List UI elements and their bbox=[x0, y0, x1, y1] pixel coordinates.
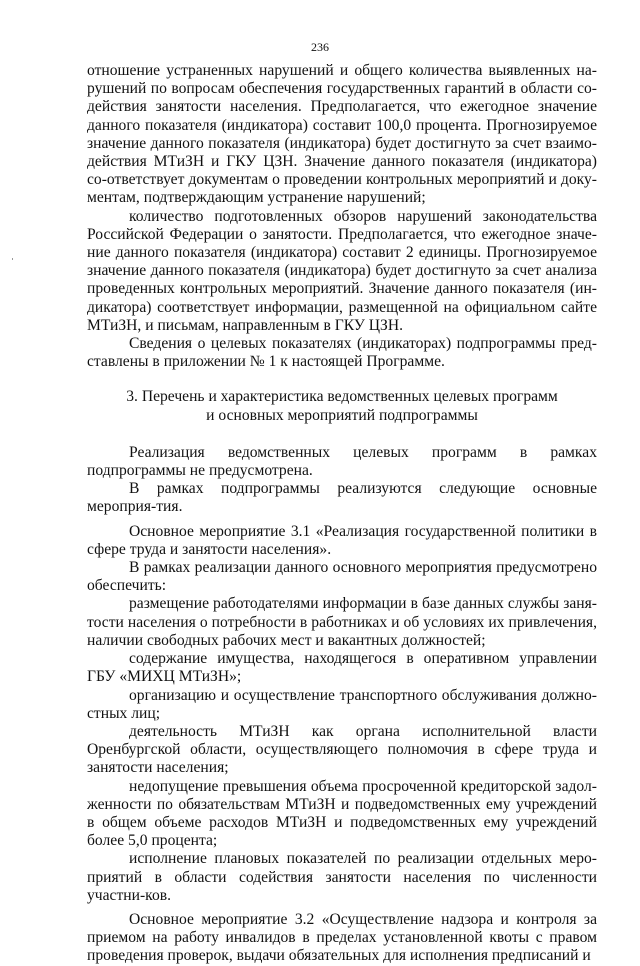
paragraph-indicators-info: Сведения о целевых показателях (индикаторах) подпрограммы пред-ставлены в приложении № 1 к настоящей Программе. bbox=[87, 335, 597, 371]
list-item-mtizn-activity: деятельность МТиЗН как органа исполнительной власти Оренбургской области, осуществляющего полномочия в сфере труда и занятости населения; bbox=[87, 722, 597, 777]
section-heading-line-2: и основных мероприятий подпрограммы bbox=[206, 406, 478, 424]
paragraph-activity-3-1: Основное мероприятие 3.1 «Реализация государственной политики в сфере труда и занятости населения». bbox=[87, 522, 597, 558]
paragraph-activity-3-1-scope: В рамках реализации данного основного мероприятия предусмотрено обеспечить: bbox=[87, 559, 597, 595]
list-item-property-maintenance: содержание имущества, находящегося в оперативном управлении ГБУ «МИХЦ МТиЗН»; bbox=[87, 650, 597, 686]
list-item-transport-service: организацию и осуществление транспортного обслуживания должно-стных лиц; bbox=[87, 686, 597, 722]
paragraph-target-programs: Реализация ведомственных целевых программ в рамках подпрограммы не предусмотрена. bbox=[87, 443, 597, 480]
document-body bbox=[87, 62, 597, 966]
section-heading bbox=[87, 388, 597, 424]
list-item-employer-info: размещение работодателями информации в базе данных службы заня-тости населения о потребности в работниках и об условиях их привлечения, наличии свободных рабочих мест и вакантных должностей; bbox=[87, 595, 597, 649]
paragraph-reviews-count: количество подготовленных обзоров нарушений законодательства Российской Федерации о занятости. Предполагается, что ежегодное значе-ние данного показателя (индикатора) составит 2 единицы. Прогнозируемое значение данного показателя (индикатора) будет достигнуто за счет анализа проведенных контрольных мероприятий. Значение данного показателя (ин-дикатора) соответствует информации, размещенной на официальном сайте МТиЗН, и письмам, направленным в ГКУ ЦЗН. bbox=[87, 207, 597, 334]
page-number: 236 bbox=[311, 40, 329, 54]
paragraph-activity-3-2: Основное мероприятие 3.2 «Осуществление надзора и контроля за приемом на работу инвалидов в пределах установленной квоты с правом проведения проверок, выдачи обязательных для исполнения предписаний и bbox=[87, 910, 597, 965]
section-heading-line-1: 3. Перечень и характеристика ведомственных целевых программ bbox=[126, 388, 558, 406]
list-item-plan-indicators: исполнение плановых показателей по реализации отдельных мерo-приятий в области содействия занятости населения по численности участни-ков. bbox=[87, 850, 597, 904]
margin-mark bbox=[12, 258, 13, 260]
paragraph-main-activities-intro: В рамках подпрограммы реализуются следующие основные мероприя-тия. bbox=[87, 480, 597, 516]
list-item-debt-limit: недопущение превышения объема просроченной кредиторской задол-женности по обязательствам МТиЗН и подведомственных ему учреждений в общем объеме расходов МТиЗН и подведомственных ему учреждений более 5,0 процента; bbox=[87, 777, 597, 850]
paragraph-violations-ratio: отношение устраненных нарушений и общего количества выявленных на-рушений по вопросам обеспечения государственных гарантий в области со-действия занятости населения. Предполагается, что ежегодное значение данного показателя (индикатора) составит 100,0 процента. Прогнозируемое значение данного показателя (индикатора) будет достигнуто за счет взаимо-действия МТиЗН и ГКУ ЦЗН. Значение данного показателя (индикатора) со-ответствует документам о проведении контрольных мероприятий и доку-ментам, подтверждающим устранение нарушений; bbox=[87, 62, 597, 207]
